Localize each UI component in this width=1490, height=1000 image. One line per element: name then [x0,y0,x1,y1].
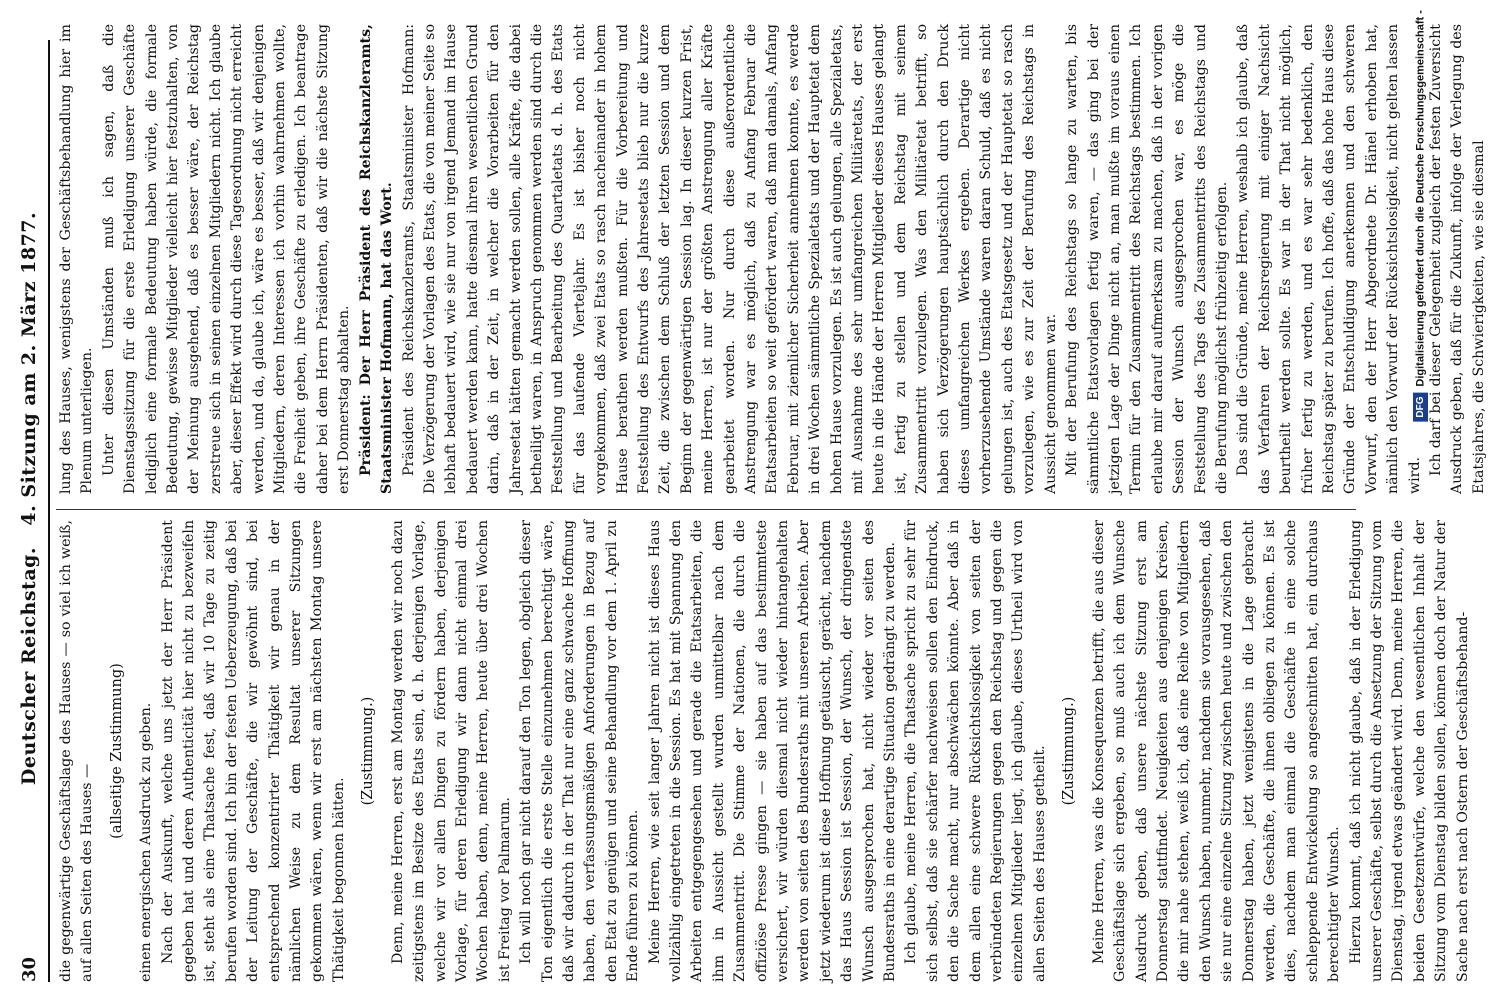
session-title: 4. Sitzung am 2. März 1877. [18,211,40,526]
speaker-line: Präsident: Der Herr Präsident des Reichskanzleramts, Staatsminister Hofmann, hat das Wort. [357,24,396,494]
side-margin [1402,0,1432,1000]
paragraph: Präsident des Reichskanzleramts, Staatsminister Hofmann: Die Verzögerung der Vorlagen des Etats, die von meiner Seite so lebhaft bedauert wird, wie sie nur von irgend Jemand im Hause bedauert werden kann, hatte diesmal ihren wesentlichen Grund darin, daß in der Zeit, in welcher die Vorarbeiten für den Jahresetat hätten gemacht werden sollen, alle Kräfte, die dabei betheiligt waren, in Anspruch genommen werden sind durch die Feststellung und Bearbeitung des Quartaletats d. h. des Etats für das laufende Vierteljahr. Es ist bisher noch nicht vorgekommen, daß zwei Etats so rasch nacheinander in hohem Hause berathen werden mußten. Für die Vorbereitung und Feststellung des Entwurfs des Jahresetats blieb nur die kurze Zeit, die zwischen dem Schluß der letzten Session und dem Beginn der gegenwärtigen Session lag. In dieser kurzen Frist, meine Herren, ist nur der größten Anstrengung aller Kräfte gearbeitet worden. Nur durch diese außerordentliche Anstrengung war es möglich, daß zu Anfang Februar die Etatsarbeiten so weit gefördert waren, daß man damals, Anfang Februar, mit ziemlicher Sicherheit annehmen konnte, es werde in drei Wochen sämmtliche Spezialetats und der Hauptetat dem hohen Hause vorzulegen. Es ist auch gelungen, alle Spezialetats, mit Ausnahme des sehr umfangreichen Militäretats, der erst heute in die Hände der Herren Mitglieder dieses Hauses gelangt ist, fertig zu stellen und dem Reichstag mit seinem Zusammentritt vorzulegen. Was den Militäretat betrifft, so haben sich Verzögerungen hauptsächlich durch den Druck dieses umfangreichen Werkes ergeben. Derartige nicht vorherzusehende Umstände waren daran Schuld, daß es nicht gelungen ist, auch des Etatsgesetz und der Hauptetat so rasch vorzulegen, wie es zur Zeit der Berufung des Reichstags in Aussicht genommen war. [400,24,1059,494]
page-header [14,40,44,982]
paragraph: Hierzu kommt, daß ich nicht glaube, daß in der Erledigung unserer Geschäfte, selbst durch die Ansetzung der Sitzung vom Dienstag, irgend etwas geändert wird. Denn, meine Herren, die beiden Gesetzentwürfe, welche den wesentlichen Inhalt der Sitzung vom Dienstag bilden sollen, können doch der Natur der Sache nach erst nach Ostern der Geschäftsbehand- [1347,520,1471,982]
paragraph: Ich glaube, meine Herren, die Thatsache spricht zu sehr für sich selbst, daß sie schärfer nachweisen sollen den Eindruck, den die Sache macht, nur abschwächen könnte. Aber daß in dem allen eine schwere Rücksichtslosigkeit von seiten der verbündeten Regierungen gegen den Reichstag und gegen die einzelnen Mitglieder liegt, ich glaube, dieses Urtheil wird von allen Seiten des Hauses getheilt. [903,520,1048,982]
interjection: (Zustimmung.) [1061,696,1078,806]
paragraph: lung des Hauses, wenigstens der Geschäftsbehandlung hier im Plenum unterliegen. [58,24,96,494]
interjection: (Zustimmung.) [360,696,377,806]
paragraph: Ich darf bei dieser Gelegenheit zugleich der festen Zuversicht Ausdruck geben, daß für die Zukunft, infolge der Verlegung des Etatsjahres, die Schwierigkeiten, wie sie diesmal [1428,24,1487,494]
credit-text: Digitalisierung gefördert durch die Deutsche Forschungsgemeinschaft - [1414,10,1427,387]
paragraph: einen energischen Ausdruck zu geben. [138,702,155,982]
paragraph: Meine Herren, wie seit langer Jahren nicht ist dieses Haus vollzählig eingetreten in die Session. Es hat mit Spannung den Arbeiten entgegengesehen und gerade die Etatsarbeiten, die ihm in Aussicht gestellt wurden unmittelbar nach dem Zusammentritt. Die Stimme der Nationen, die durch die offiziöse Presse gingen — sie haben auf das bestimmteste versichert, wir würden diesmal nicht wieder hintangehalten werden von seiten des Bundesraths mit unseren Arbeiten. Aber jetzt wiederum ist diese Hoffnung getäuscht, gerächt, nachdem das Haus Session ist Session, der Wunsch, der dringendste Wunsch ausgesprochen hat, nicht wieder vor seiten des Bundesraths in eine derartige Situation gedrängt zu werden. [646,520,899,982]
column-divider [56,509,1356,510]
dfg-logo: DFG [1413,393,1428,422]
page-number: 30 [18,956,40,982]
header-rule [48,40,50,982]
interjection: (allseitige Zustimmung) [108,663,125,839]
digitization-credit [1413,10,1428,422]
paragraph: Unter diesen Umständen muß ich sagen, daß die Dienstagssitzung für die erste Erledigung unserer Geschäfte lediglich eine formale Bedeutung haben würde, die formale Bedeutung, gewisse Mitglieder vielleicht hier festzuhalten, von der Meinung ausgehend, daß es besser wäre, der Reichstag zerstreue sich in seinen einzelnen Mitgliedern nicht. Ich glaube aber, dieser Effekt wird durch diese Tagesordnung nicht erreicht werden, und da, glaube ich, wäre es besser, daß wir denjenigen Mitgliedern, deren Interessen ich vorhin wahrnehmen wollte, die Freiheit geben, ihre Geschäfte zu erledigen. Ich beantrage daher bei dem Herrn Präsidenten, daß wir die nächste Sitzung erst Donnerstag abhalten. [100,24,353,494]
paragraph: Das sind die Gründe, meine Herren, weshalb ich glaube, daß das Verfahren der Reichsregierung mit einiger Nachsicht beurtheilt werden sollte. Es war in der That nicht möglich, früher fertig zu werden, und es war sehr bedenklich, den Reichstag später zu berufen. Ich hoffe, daß das hohe Haus diese Gründe der Entschuldigung anerkennen und den schweren Vorwurf, den der Herr Abgeordnete Dr. Hänel erhoben hat, nämlich den Vorwurf der Rücksichtslosigkeit, nicht gelten lassen wird. [1235,24,1423,494]
paragraph: Ich will noch gar nicht darauf den Ton legen, obgleich dieser Ton eigentlich die erste Stelle einzunehmen berechtigt wäre, daß wir dadurch in der That nur eine ganz schwache Hoffnung haben, den verfassungsmäßigen Anforderungen in Bezug auf den Etat zu genügen und seine Behandlung vor dem 1. April zu Ende führen zu können. [518,520,642,982]
page-title [18,212,40,785]
paragraph: Nach der Auskunft, welche uns jetzt der Herr Präsident gegeben hat und deren Authenticität hier nicht zu bezweifeln ist, steht als eine Thatsache fest, daß wir 10 Tage zu zeitig berufen worden sind. Ich bin der festen Ueberzeugung, daß bei der Leitung der Geschäfte, die wir gewöhnt sind, bei entsprechend konzentrirter Thätigkeit wir genau in der nämlichen Weise zu dem Resultat unserer Sitzungen gekommen wären, wenn wir erst am nächsten Montag unsere Thätigkeit begonnen hätten. [159,520,347,982]
paragraph: Mit der Berufung des Reichstags so lange zu warten, bis sämmtliche Etatsvorlagen fertig waren, — das ging bei der jetzigen Lage der Dinge nicht an, man mußte im voraus einen Termin für den Zusammentritt des Reichstags bestimmen. Ich erlaube mir darauf aufmerksam zu machen, daß in der vorigen Session der Wunsch ausgesprochen war, es möge die Feststellung des Tags des Zusammentritts des Reichstags und die Berufung möglichst frühzeitig erfolgen. [1064,24,1230,494]
text-column-left [56,520,1471,982]
paragraph: Denn, meine Herren, erst am Montag werden wir noch dazu zeitigstens im Besitze des Etats sein, d. h. derjenigen Vorlage, welche wir vor allen Dingen zu fördern haben, derjenigen Vorlage, für deren Erledigung wir dann nicht einmal drei Wochen haben, denn, meine Herren, heute über drei Wochen ist Freitag vor Palmarum. [389,520,513,982]
paragraph: Meine Herren, was die Konsequenzen betrifft, die aus dieser Geschäftslage sich ergeben, so muß auch ich dem Wunsche Ausdruck geben, daß unsere nächste Sitzung erst am Donnerstag stattfindet. Neuigkeiten aus denjenigen Kreisen, die mir nahe stehen, weiß ich, daß eine Reihe von Mitgliedern den Wunsch haben, nunmehr, nachdem sie vorausgesehen, daß sie nur eine einzelne Sitzung zwischen heute und zwischen den Donnerstag haben, jetzt wenigstens in die Lage gebracht werden, die Geschäfte, die ihnen obliegen zu können. Es ist dies, nachdem man einmal die Geschäfte in eine solche schleppende Entwickelung so angeschnitten hat, ein durchaus berechtigter Wunsch. [1090,520,1343,982]
paragraph: die gegenwärtige Geschäftslage des Hauses — so viel ich weiß, auf allen Seiten des Hauses — [58,520,96,982]
journal-title: Deutscher Reichstag. [18,546,40,786]
